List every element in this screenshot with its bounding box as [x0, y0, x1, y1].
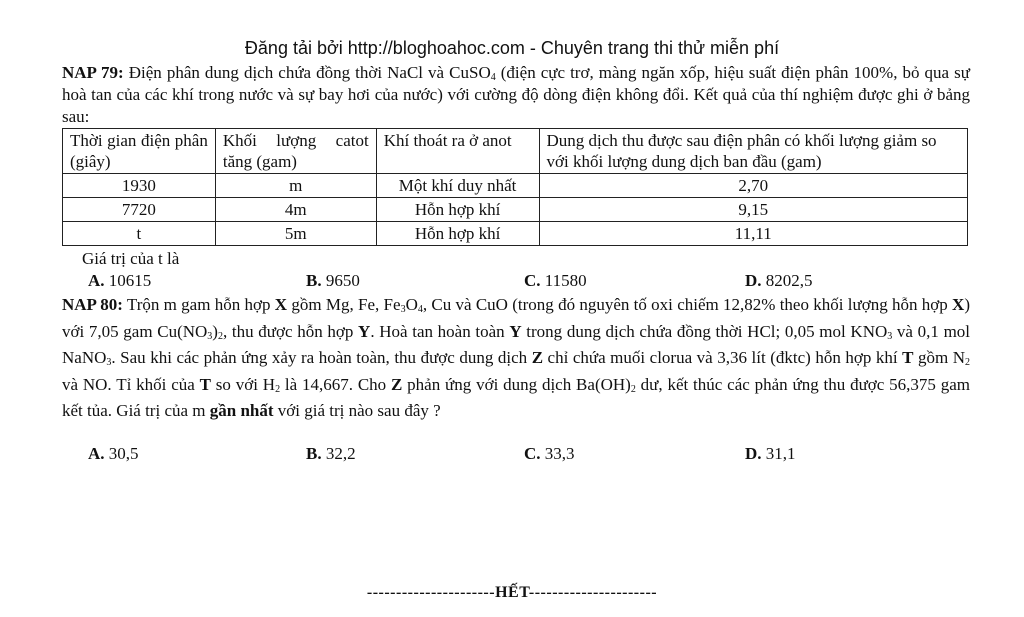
table-cell: 2,70 [539, 174, 967, 198]
table-cell: t [63, 222, 216, 246]
q80-text: so với H [210, 374, 276, 394]
option-value: 11580 [540, 271, 587, 290]
q80-symbol: Z [531, 348, 544, 367]
question-79-label: NAP 79: [62, 63, 124, 82]
q80-emphasis: gần nhất [209, 401, 274, 420]
q80-text: chỉ chứa muối clorua và 3,36 lít (đktc) hỗn hợp khí [543, 348, 903, 367]
subscript: 2 [275, 383, 281, 395]
q80-text: với giá trị nào sau đây ? [273, 401, 441, 420]
option-value: 32,2 [321, 443, 356, 463]
page-header: Đăng tải bởi http://bloghoahoc.com - Chuyên trang thi thử miễn phí [244, 38, 780, 58]
q80-symbol: Z [391, 374, 403, 394]
subscript: 2 [630, 383, 636, 395]
option-b[interactable] [306, 270, 360, 292]
table-cell: 11,11 [539, 222, 967, 246]
option-c[interactable] [524, 270, 587, 292]
option-letter: B. [306, 271, 322, 290]
option-letter: D. [745, 271, 762, 290]
option-value: 31,1 [761, 443, 796, 463]
option-value: 10615 [104, 271, 152, 290]
q80-symbol: X [274, 295, 288, 314]
table-row [63, 174, 968, 198]
q80-symbol: T [902, 348, 914, 367]
q80-text: là 14,667. Cho [280, 374, 391, 394]
question-80 [62, 292, 970, 425]
subscript: 3 [887, 330, 893, 342]
table-cell: Hỗn hợp khí [376, 222, 539, 246]
q80-text: ) với 7,05 gam Cu(NO [62, 295, 970, 341]
table-cell: 4m [215, 198, 376, 222]
q80-symbol: Y [509, 321, 522, 341]
header-anode-gas: Khí thoát ra ở anot [376, 129, 539, 174]
option-value: 30,5 [104, 443, 139, 463]
q80-text: phản ứng với dung dịch Ba(OH) [402, 374, 631, 394]
option-a[interactable] [88, 443, 139, 465]
q80-text: và 0,1 mol NaNO [62, 321, 971, 367]
q80-text: , Cu và CuO (trong đó nguyên tố oxi chiếm 12,82% theo khối lượng hỗn hợp [422, 295, 953, 314]
answer-options-79 [62, 270, 970, 294]
table-cell: Một khí duy nhất [376, 174, 539, 198]
subscript: 2 [217, 330, 223, 342]
option-value: 8202,5 [761, 271, 813, 290]
table-row [63, 198, 968, 222]
q79-text: (điện cực trơ, màng ngăn xốp, hiệu suất điện phân 100%, bỏ qua sự hoà tan của các khí trong nước và sự bay hơi của nước) với cường độ dòng điện không đổi. Kết quả của thí nghiệm được ghi ở bảng sau: [62, 63, 970, 126]
q80-symbol: X [952, 295, 965, 314]
header-mass-loss: Dung dịch thu được sau điện phân có khối lượng giảm so với khối lượng dung dịch ban đầu (gam) [539, 129, 967, 174]
q80-text: . Hoà tan hoàn toàn [370, 321, 510, 341]
q80-text: Trộn m gam hỗn hợp [122, 295, 275, 314]
header-cathode: Khối lượng catot tăng (gam) [215, 129, 376, 174]
header-time: Thời gian điện phân (giây) [63, 129, 216, 174]
option-d[interactable] [745, 443, 796, 465]
table-cell: 5m [215, 222, 376, 246]
q79-text: Điện phân dung dịch chứa đồng thời NaCl và CuSO [123, 63, 491, 82]
q80-text: gồm Mg, Fe, Fe [287, 295, 401, 314]
table-cell: Hỗn hợp khí [376, 198, 539, 222]
subscript: 4 [417, 304, 423, 315]
results-table [62, 128, 968, 246]
q80-text: trong dung dịch chứa đồng thời HCl; 0,05 mol KNO [521, 321, 888, 341]
q80-text: và NO. Tỉ khối của [62, 374, 200, 394]
subscript: 3 [106, 357, 112, 368]
q80-text: gồm N [913, 348, 966, 367]
question-80-label: NAP 80: [62, 295, 123, 314]
table-cell: 7720 [63, 198, 216, 222]
table-header-row [63, 129, 968, 174]
option-b[interactable] [306, 443, 356, 465]
option-value: 9650 [321, 271, 360, 290]
option-letter: A. [88, 271, 105, 290]
q80-symbol: T [199, 374, 211, 394]
q80-text: O [405, 295, 418, 314]
option-d[interactable] [745, 270, 813, 292]
q80-symbol: Y [358, 321, 371, 341]
option-value: 33,3 [540, 443, 575, 463]
option-letter: B. [306, 443, 322, 463]
option-letter: D. [745, 443, 762, 463]
exam-page [62, 62, 970, 467]
option-letter: C. [524, 443, 541, 463]
question-79 [62, 62, 970, 128]
q80-text: dư, kết thúc các phản ứng thu được 56,375 gam kết tủa. Giá trị của m [62, 374, 971, 420]
q80-text: , thu được hỗn hợp [222, 321, 359, 341]
table-cell: 9,15 [539, 198, 967, 222]
question-79-prompt: Giá trị của t là [82, 249, 180, 268]
option-c[interactable] [524, 443, 575, 465]
table-row [63, 222, 968, 246]
q80-text: . Sau khi các phản ứng xảy ra hoàn toàn, thu được dung dịch [111, 348, 532, 367]
subscript: 3 [400, 304, 406, 315]
option-letter: C. [524, 271, 541, 290]
table-cell: 1930 [63, 174, 216, 198]
option-a[interactable] [88, 270, 151, 292]
q80-text: ) [212, 321, 218, 341]
end-marker: ----------------------HẾT---------------------- [366, 584, 658, 601]
subscript: 2 [965, 357, 971, 368]
option-letter: A. [88, 443, 105, 463]
table-cell: m [215, 174, 376, 198]
answer-options-80 [62, 443, 970, 467]
subscript: 4 [490, 72, 496, 83]
subscript: 3 [207, 330, 213, 342]
